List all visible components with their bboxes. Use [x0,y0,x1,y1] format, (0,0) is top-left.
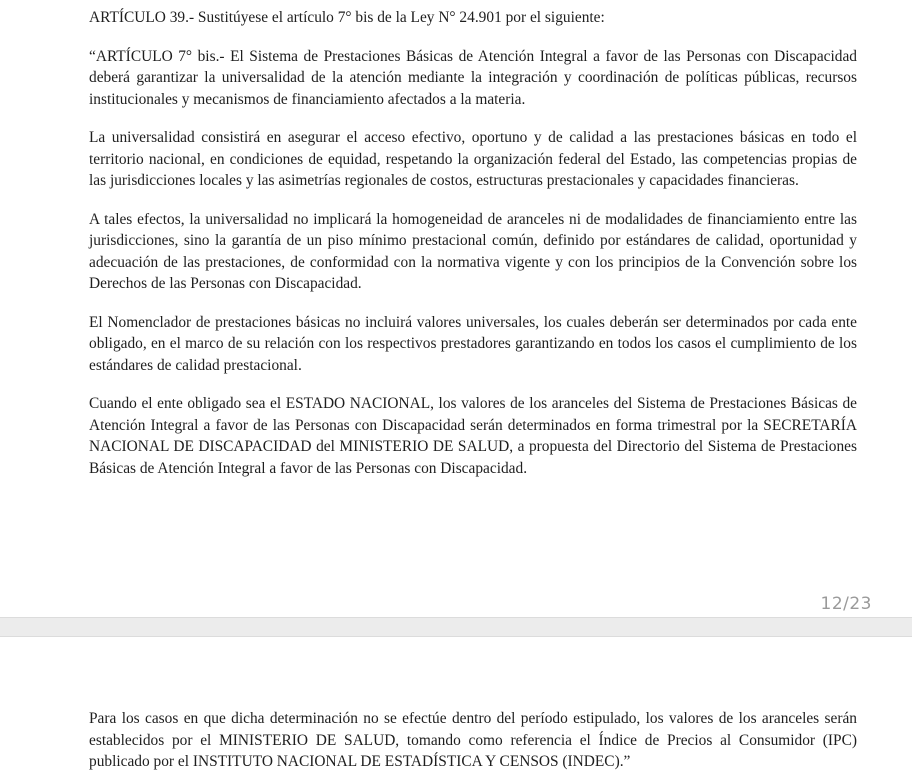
document-page-13 [0,637,912,784]
page-body [89,708,857,773]
paragraph: A tales efectos, la universalidad no implicará la homogeneidad de aranceles ni de modalidades de financiamiento entre las jurisdicciones, sino la garantía de un piso mínimo prestacional común, definido por estándares de calidad, oportunidad y adecuación de las prestaciones, de conformidad con la normativa vigente y con los principios de la Convención sobre los Derechos de las Personas con Discapacidad. [89,210,857,292]
paragraph: “ARTÍCULO 7° bis.- El Sistema de Prestaciones Básicas de Atención Integral a favor de las Personas con Discapacidad deberá garantizar la universalidad de la atención mediante la integración y coordinación de políticas públicas, recursos institucionales y mecanismos de financiamiento afectados a la materia. [89,47,857,108]
paragraph: Cuando el ente obligado sea el ESTADO NACIONAL, los valores de los aranceles del Sistema de Prestaciones Básicas de Atención Integral a favor de las Personas con Discapacidad serán determinados en forma trimestral por la SECRETARÍA NACIONAL DE DISCAPACIDAD del MINISTERIO DE SALUD, a propuesta del Directorio del Sistema de Prestaciones Básicas de Atención Integral a favor de las Personas con Discapacidad. [89,395,857,477]
paragraph: El Nomenclador de prestaciones básicas no incluirá valores universales, los cuales deberán ser determinados por cada ente obligado, en el marco de su relación con los respectivos prestadores garantizando en todos los casos el cumplimiento de los estándares de calidad prestacional. [89,313,857,374]
article-heading: ARTÍCULO 39.- Sustitúyese el artículo 7° bis de la Ley N° 24.901 por el siguiente: [89,9,605,26]
page-counter: 12/23 [820,594,872,614]
page-separator [0,617,912,637]
paragraph: La universalidad consistirá en asegurar el acceso efectivo, oportuno y de calidad a las prestaciones básicas en todo el territorio nacional, en condiciones de equidad, respetando la organización federal del Estado, las competencias propias de las jurisdicciones locales y las asimetrías regionales de costos, estructuras prestacionales y capacidades financieras. [89,129,857,189]
paragraph: Para los casos en que dicha determinación no se efectúe dentro del período estipulado, los valores de los aranceles serán establecidos por el MINISTERIO DE SALUD, tomando como referencia el Índice de Precios al Consumidor (IPC) publicado por el INSTITUTO NACIONAL DE ESTADÍSTICA Y CENSOS (INDEC).” [89,710,857,770]
page-body [89,7,857,479]
